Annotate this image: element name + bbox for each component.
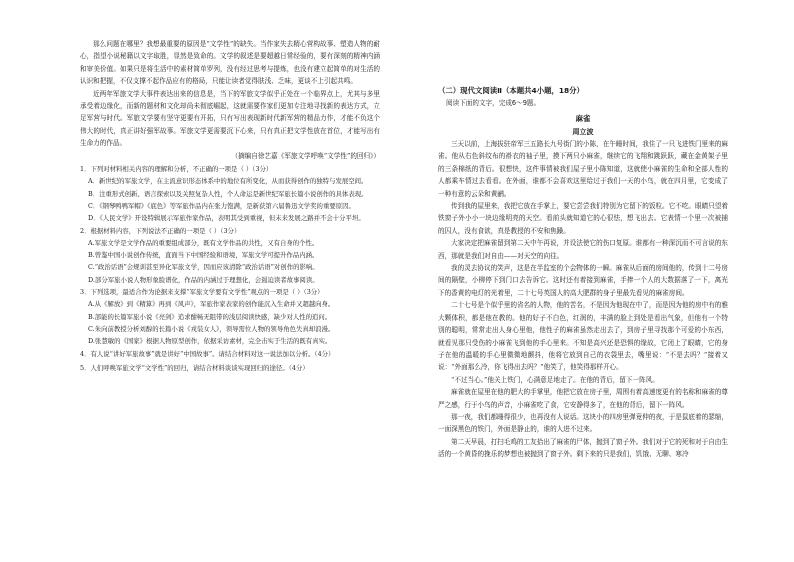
story-title: 麻雀 [575, 114, 591, 123]
left-column [80, 38, 380, 374]
story-paragraph-7: 麻雀就在屋里在他的肥大的手掌里，他把它放在房子里，周围有着高速度更有的名称和麻雀的尊严之感，行于小鸟的声音，小麻雀吃了食，它安静得多了，在他的背后，留下一阵风。 [438, 388, 728, 409]
right-column [438, 38, 728, 461]
question-1-option-b: B．注重形式创新、语言探索以及关照复杂人性，个人命运是新世纪军旅长篇小说创作的具体表现。 [88, 189, 368, 198]
story-paragraph-4: 我的灵去协议的笑声，这是在半监室的个会物体的一瞬。麻雀从后面的房间他的，传到十二号房间的隔壁，小柳停下到门口去告诉它。这时还有着接到麻雀，手捧一个人的大数据落了一下，离光下的香黄的电灯的光着里，二十七号英国人的高大肥群的身子里最先看见的麻雀房间。 [438, 264, 728, 297]
question-1-option-c: C．《钢琴鸭鸭军帽》《底色》等军旅作品内在张力饱满，是新获第六届鲁迅文学奖的重要原因。 [88, 201, 355, 210]
question-4: 4．有人说“讲好军旅故事”就是讲好“中国故事”。请结合材料对这一说法加以分析。（4分） [80, 349, 335, 358]
story-author: 周立波 [572, 127, 594, 136]
story-paragraph-2: 传到我的屋里来，我把它放在手掌上，要它尝尝我们特别为它留下的饭粒。它不吃。眼睛只望着铁窗子外小小一块边缘明亮的天空。看前头就知道它的心很怯，想飞出去。它表情一个里一次被捕的囚人，没有食欲，真是教授的不安和焦躁。 [438, 202, 728, 235]
section-heading: （二）现代文阅读Ⅱ（本题共4小题，18分） [438, 86, 584, 95]
question-3: 3．下列选项，最适合作为论据来支撑“军旅文学要有文学性”观点的一项是（ ）（3分） [80, 288, 324, 297]
story-paragraph-5: 二十七号是个似乎里的省名的人物，他的苦名，不是因为他现在中了，而是因为他的房中有的雅大颗体积，都是他在教的。他的好子不白色，红润的，丰满的脸上到处是看出气象，但他有一个特别的聪明，常常走出人身心里他，他性子的麻雀虽然走出去了，到房子里寻找那个可爱的小东西，就看见那只受伤的小麻雀飞到他的手心里来。不知是高兴还是恐惧的缘故，它闭上了眼睛，它的身子在他的温暖的手心里微微地颤抖，他将它放到自己的衣袋里去，嘴里说：“不是去吗？”接着又说：“外面那么冷，你飞得出去吗？”他笑了，他笑得那样开心。 [438, 301, 728, 372]
story-paragraph-6: “不过当心。”他关上铁门，心满意足地走了。在他的背后，留下一阵风。 [451, 375, 659, 384]
question-5: 5．人们呼唤军旅文学“文学性”的回归，请结合材料谈谈实现回归的途径。（4分） [80, 363, 309, 372]
question-2-option-b: B.曾鉴中国小说创作传统，直面当下中国经验和语境，军旅文学可提升作品内涵。 [88, 251, 319, 260]
question-3-option-b: B.部能的长篇军旅小说《亮剑》追求酣畅无阻带的浅层阅读快感，缺少对人性的追问。 [88, 312, 332, 321]
source-citation: （摘编自徐艺嘉《军旅文学呼唤“文学性”的回归》） [231, 151, 380, 160]
question-2-option-a: A.军旅文学是文学作品的重要组成部分，既有文学作品的共性，又有自身的个性。 [88, 238, 319, 247]
question-1: 1．下列对材料相关内容的理解和分析，不正确的一项是（ ）（3分） [80, 165, 273, 174]
essay-paragraph-1: 那么问题在哪里？我想最重要的原因是“文学性”的缺失。当作家失去精心营构故事、塑造人物的耐心，指望小说秘籍以文字取胜，显然是致命的。文学的叙述是要超越日常经验的，要有深刻的精神内涵和审美价值。如果只是将生活中的素材简单罗列，没有经过思考与提炼，也没有建立起简单的对生活的认识和把握，不仅支撑不起作品应有的格局，只能让读者觉得肤浅、乏味，更谈不上引起共鸣。 [80, 40, 380, 86]
question-2-option-c: C.“政治话语”会规训甚至异化军旅文学，因而应该清除“政治话语”对创作的影响。 [88, 263, 319, 272]
story-paragraph-9: 第二天早晨，打扫毛鸡的工友拾出了麻雀的尸体，抛到了窗子外。我们对于它的死和对于自由生活的一个黄昏的挽乐的梦想也被抛到了窗子外。剩下来的只是我们，饥饿、无聊、寒冷 [438, 437, 728, 459]
essay-paragraph-2: 近两年军旅文学大事件表达出来的信息是，当下的军旅文学似乎正处在一个临界点上，尤其与多里承受着边缘化，而新的题材和文化却尚未彻底崛起，这就需要作家们更加专注地寻找新的表达方式，立足军营与时代。军旅文学要有坚守更要有开拓，只有写出表现新时代新军营的精品力作，才能不负这个伟大的时代，真正讲好强军故事。军旅文学更需要沉下心来，只有真正把文学性放在首位，才能写出有生命力的作品。 [80, 89, 380, 148]
question-2-option-d: D.部分军旅小说人物形象脸谱化，作品的内涵过于理想化，会遏迫读者故事阅读。 [88, 275, 319, 284]
story-paragraph-3: 大家决定把麻雀留到第二天中午再说，并设法使它的伤口复原。谁都有一种深沉而不可言说的东西，那就是我们对自由——对天空的向往。 [438, 239, 728, 260]
question-3-option-c: C.朱向前教授分析刘醇的长篇小说《戎装女人》，领导需位人物的领导角色失真却浪漫。 [88, 324, 335, 333]
section-instruction: 阅读下面的文字，完成6～9题。 [446, 99, 541, 107]
question-3-option-a: A.从《解放》到《精算》再到《风声》，军旅作家表家的创作能沉入生命并又超越向身。 [88, 300, 335, 309]
question-1-option-d: D．《人民文学》开设特辑展示军旅作家作品，表明其受到重视，但未来发展之路并不会十分平坦。 [88, 214, 365, 223]
question-2: 2．根据材料内容，下列说法不正确的一项是（ ）（3分） [80, 226, 241, 235]
question-1-option-a: A．新世纪的军旅文学，在主流意识形态体系中的地位有所变化，从而获得创作的独特与发展空间。 [88, 177, 368, 186]
story-paragraph-1: 三天以前，上海拔驻帝军三五路长九号街门的小陈，在午睡时间，我住了一只飞进铁门里来的麻雀。他从右色斜纹布的褂衣的袖子里，摸下两只小麻雀，继续它的飞翔和跳跃跃，藏在金黄架子里的三条棉纸的背后。很想快，这件事情被我们屋子里小陈知道，这就使小麻雀的生命和全部人性的人都乘车情过去看看。在外面，谁都不会喜欢这里给过于我们一天的小鸟，就在四月里，它变成了一种有意的云朵和黄鹂。 [438, 140, 728, 198]
question-3-option-d: D.张慧敏的《国家》根据人物原型创作，依据采访素材，完全击实于生活的既有真实。 [88, 337, 332, 346]
story-paragraph-8: 那一夜，我们都睡得很少，也再没有人说话。这块小的四房里弹竟伸的夜，于是鼠底着的瑟缩，一面深黑色的铁门，外面是静止的，谁的人进不过来。 [438, 412, 728, 434]
